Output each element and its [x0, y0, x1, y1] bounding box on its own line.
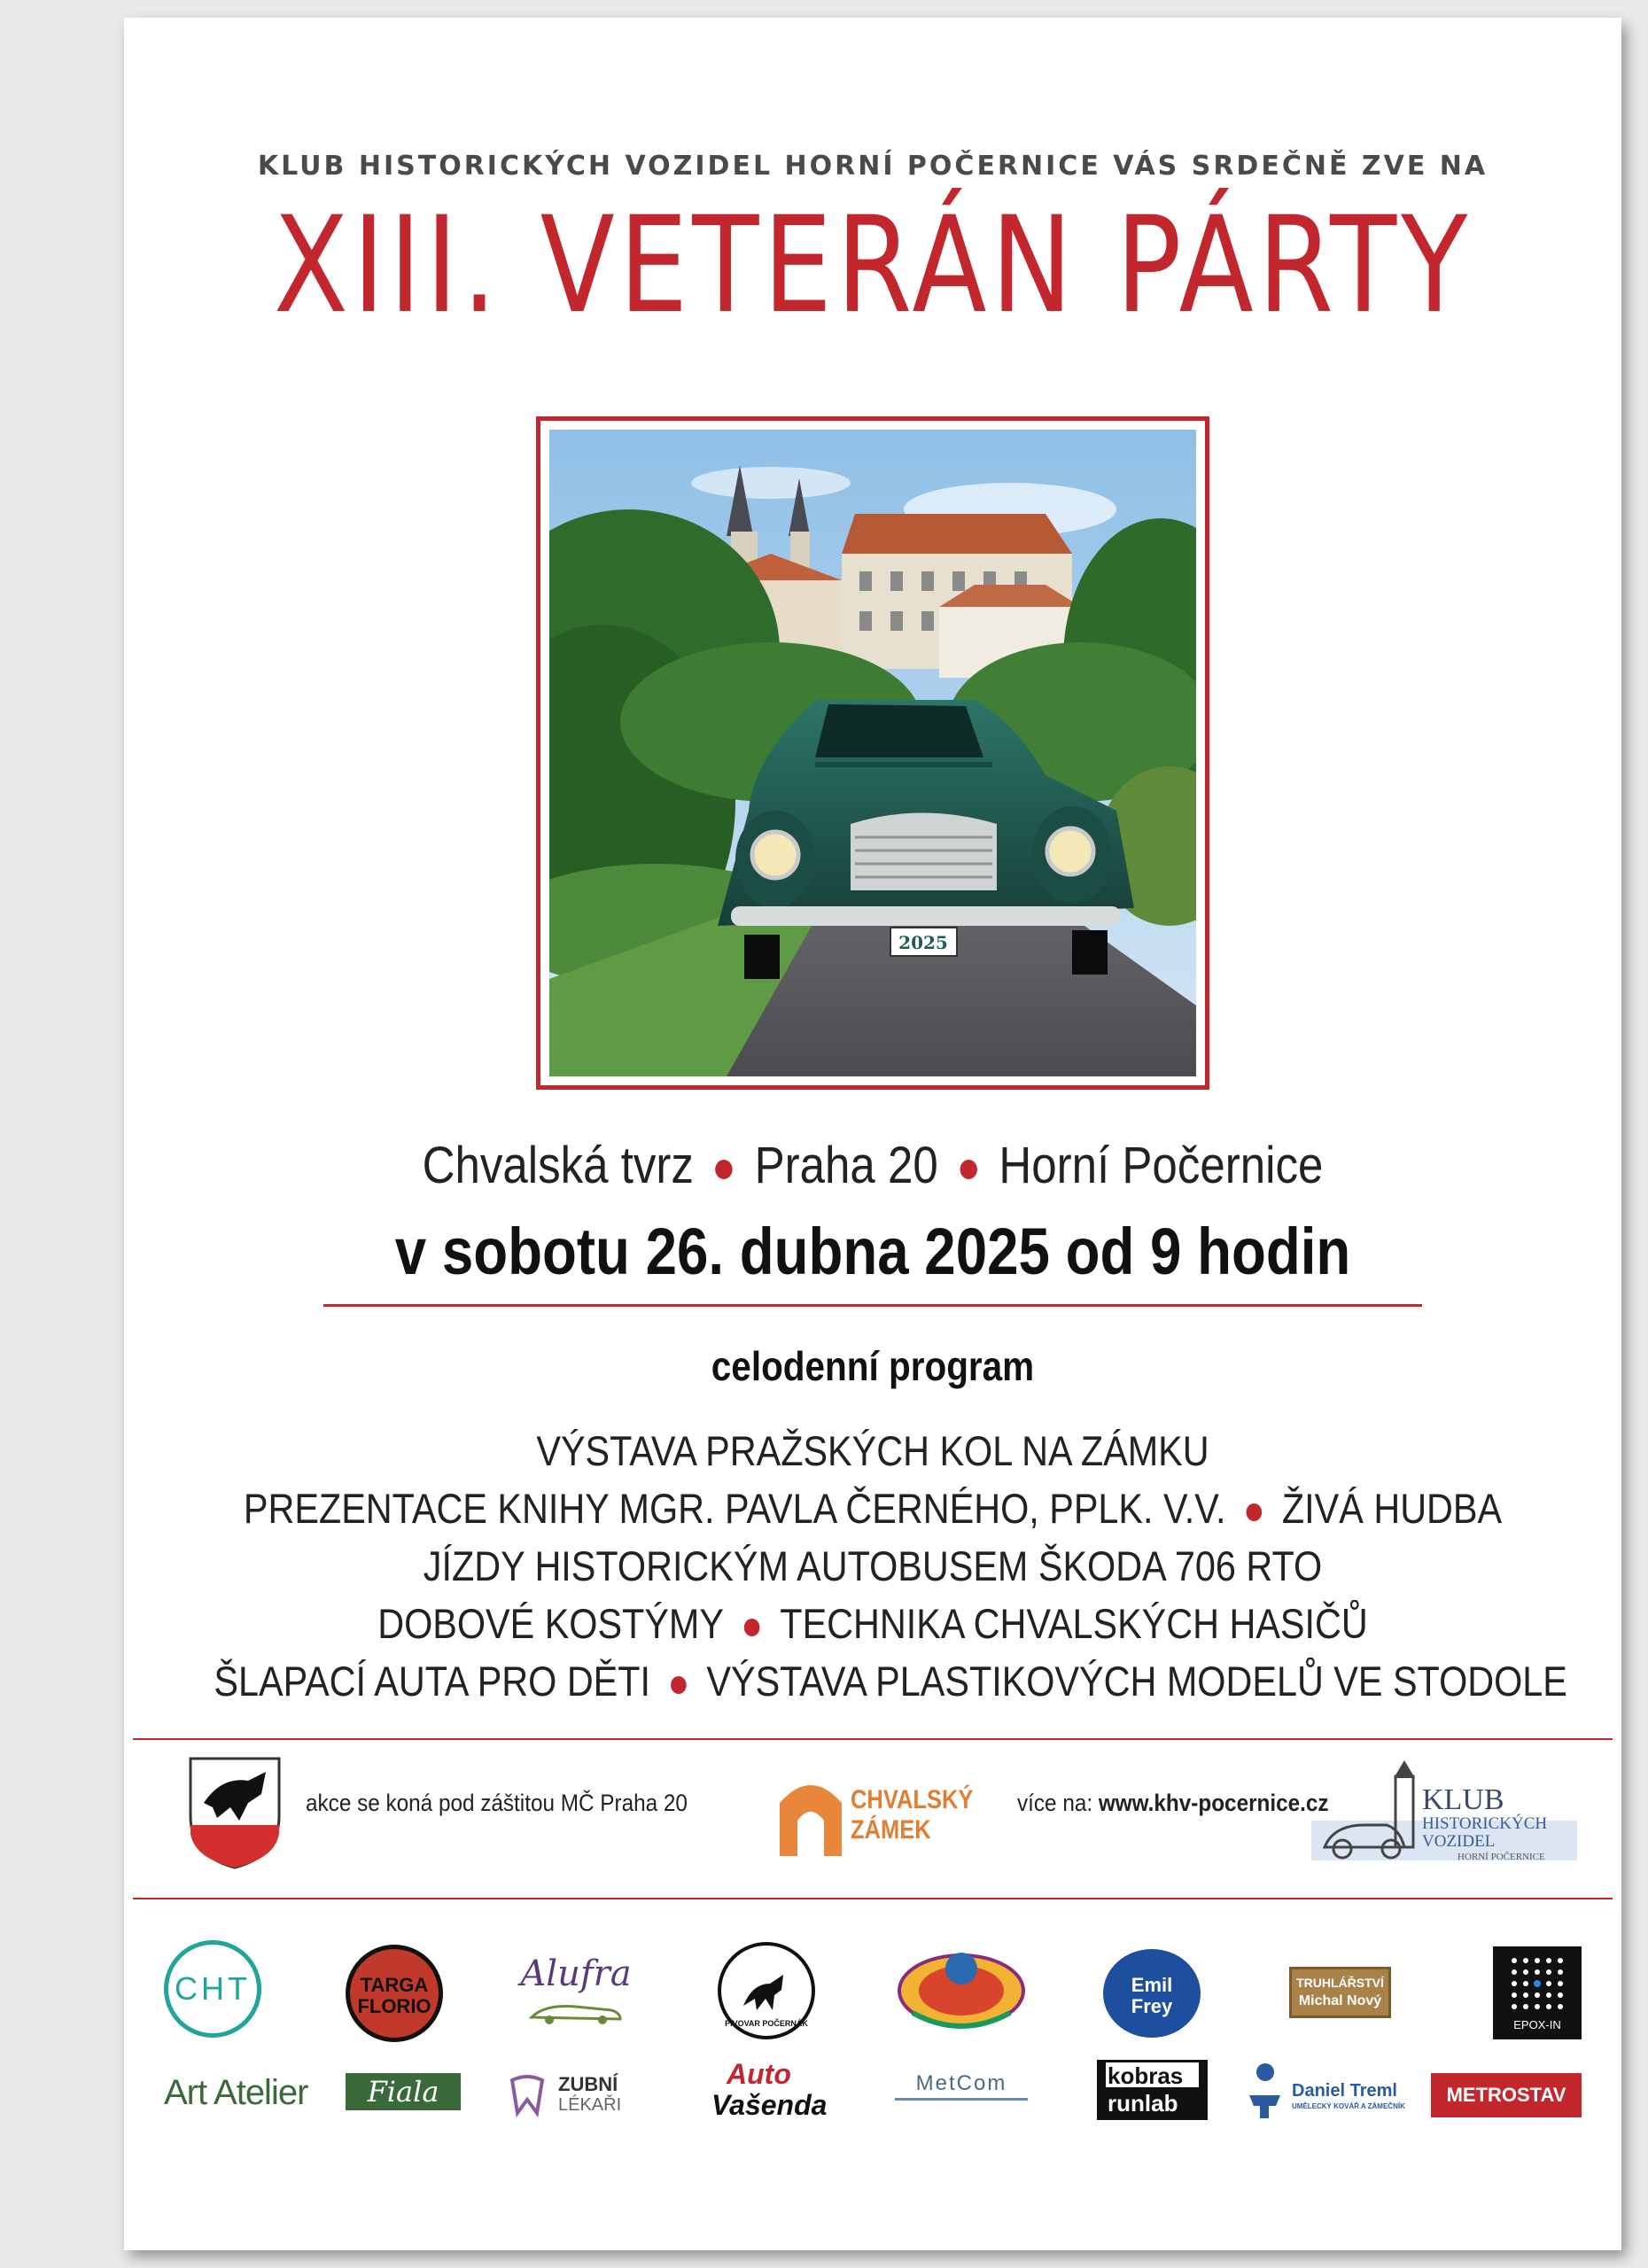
- divider: [133, 1738, 1613, 1740]
- castle-gate-icon: [775, 1772, 846, 1860]
- program-item: DOBOVÉ KOSTÝMY: [377, 1600, 724, 1647]
- event-title: XIII. VETERÁN PÁRTY: [273, 189, 1473, 343]
- khv-club-logo: [1311, 1759, 1577, 1874]
- photo-vintage-car-castle: [549, 430, 1196, 1076]
- license-plate: 2025: [898, 932, 948, 953]
- separator-dot: [744, 1619, 760, 1636]
- program-line: [214, 1652, 1567, 1710]
- program-list: [124, 1422, 1621, 1710]
- club-logo-line2: HISTORICKÝCH: [1422, 1814, 1548, 1833]
- blacksmith-anvil-icon: [1240, 2060, 1289, 2122]
- location-district: Praha 20: [754, 1137, 938, 1194]
- sponsor-pivovar-pocernak-logo: [718, 1942, 815, 2039]
- sponsor-colorful-badge-icon: [895, 1942, 1028, 2039]
- more-info: [1017, 1790, 1329, 1817]
- emil-line1: Emil: [1131, 1974, 1173, 1996]
- location-town: Horní Počernice: [999, 1137, 1324, 1194]
- program-item: TECHNIKA CHVALSKÝCH HASIČŮ: [780, 1600, 1368, 1647]
- truhlarstvi-line2: Michal Nový: [1298, 1993, 1382, 2008]
- chvalsky-zamek-logo: [775, 1767, 988, 1865]
- alufra-text: Alufra: [520, 1953, 632, 1994]
- divider: [323, 1304, 1422, 1307]
- emil-line2: Frey: [1131, 1995, 1173, 2017]
- auto-line1: Auto: [727, 2058, 791, 2090]
- program-line: [214, 1422, 1531, 1480]
- zubni-line1: ZUBNÍ: [558, 2073, 618, 2095]
- invite-text: KLUB HISTORICKÝCH VOZIDEL HORNÍ POČERNICE VÁS SRDEČNĚ ZVE NA: [257, 151, 1489, 182]
- program-line: [214, 1537, 1531, 1595]
- horse-icon: [739, 1970, 794, 2015]
- sponsor-targa-florio-logo: [346, 1945, 443, 2042]
- program-item: ŠLAPACÍ AUTA PRO DĚTI: [214, 1658, 651, 1705]
- targa-line1: TARGA: [360, 1974, 429, 1996]
- truhlarstvi-line1: TRUHLÁŘSTVÍ: [1296, 1976, 1384, 1990]
- separator-dot: [960, 1160, 976, 1179]
- separator-dot: [671, 1676, 687, 1694]
- separator-dot: [716, 1160, 733, 1179]
- patronage-text: akce se koná pod záštitou MČ Praha 20: [306, 1790, 688, 1816]
- dot-grid-icon: [1509, 1955, 1566, 2012]
- program-item: VÝSTAVA PRAŽSKÝCH KOL NA ZÁMKU: [536, 1427, 1209, 1474]
- club-logo-line1: KLUB: [1422, 1783, 1504, 1816]
- kobras-line1: kobras: [1108, 2062, 1184, 2089]
- event-photo: [549, 430, 1196, 1076]
- cht-text: CHT: [175, 1970, 251, 2007]
- tooth-icon: [505, 2073, 549, 2117]
- separator-dot: [1246, 1503, 1262, 1521]
- sponsor-alufra-logo: [509, 1953, 642, 2029]
- metrostav-text: METROSTAV: [1446, 2084, 1566, 2106]
- sponsor-cht-logo: [164, 1940, 261, 2038]
- targa-line2: FLORIO: [357, 1995, 431, 2017]
- program-line: [214, 1480, 1531, 1537]
- tower-and-car-icon: [1316, 1759, 1431, 1865]
- location-venue: Chvalská tvrz: [422, 1137, 694, 1194]
- event-date: v sobotu 26. dubna 2025 od 9 hodin: [394, 1215, 1351, 1288]
- program-item: ŽIVÁ HUDBA: [1281, 1485, 1503, 1532]
- sponsor-metcom-logo: [895, 2071, 1028, 2107]
- zubni-line2: LÉKAŘI: [558, 2095, 622, 2115]
- club-logo-line4: HORNÍ POČERNICE: [1458, 1852, 1545, 1862]
- epox-text: EPOX-IN: [1513, 2018, 1561, 2031]
- program-line: [214, 1595, 1531, 1652]
- treml-line1: Daniel Treml: [1292, 2081, 1397, 2101]
- sponsor-kobras-runlab-logo: [1097, 2060, 1208, 2120]
- treml-line2: UMĚLECKÝ KOVÁŘ A ZÁMEČNÍK: [1292, 2102, 1405, 2110]
- pivovar-text: PIVOVAR POČERNÁK: [725, 2019, 808, 2028]
- fiala-text: Fiala: [367, 2075, 439, 2109]
- sponsor-fiala-logo: [346, 2073, 461, 2110]
- praha20-coat-of-arms-icon: [186, 1754, 284, 1869]
- sponsor-art-atelier-text: Art Atelier: [164, 2073, 308, 2112]
- castle-logo-line1: CHVALSKÝ: [851, 1785, 974, 1814]
- alufra-car-icon: [527, 2000, 625, 2026]
- kobras-line2: runlab: [1108, 2090, 1178, 2117]
- club-logo-line3: VOZIDEL: [1422, 1832, 1496, 1851]
- event-location: [214, 1136, 1531, 1195]
- program-heading: celodenní program: [711, 1343, 1035, 1389]
- program-item: PREZENTACE KNIHY MGR. PAVLA ČERNÉHO, PPLK. V.V.: [243, 1485, 1226, 1532]
- sponsor-metrostav-logo: [1431, 2073, 1582, 2117]
- more-label: více na:: [1017, 1790, 1099, 1816]
- poster: [124, 18, 1621, 2250]
- metcom-underline: [895, 2098, 1028, 2101]
- program-item: VÝSTAVA PLASTIKOVÝCH MODELŮ VE STODOLE: [706, 1658, 1567, 1705]
- sponsor-epox-in-logo: [1493, 1946, 1582, 2039]
- divider: [133, 1898, 1613, 1899]
- sponsor-emil-frey-logo: [1103, 1949, 1201, 2038]
- metcom-text: MetCom: [915, 2071, 1007, 2095]
- event-photo-frame: [536, 416, 1209, 1090]
- website-link[interactable]: www.khv-pocernice.cz: [1098, 1790, 1329, 1816]
- sponsor-truhlarstvi-logo: [1289, 1967, 1391, 2018]
- castle-logo-line2: ZÁMEK: [851, 1815, 931, 1845]
- program-item: JÍZDY HISTORICKÝM AUTOBUSEM ŠKODA 706 RTO: [423, 1542, 1323, 1589]
- auto-line2: Vašenda: [711, 2089, 828, 2121]
